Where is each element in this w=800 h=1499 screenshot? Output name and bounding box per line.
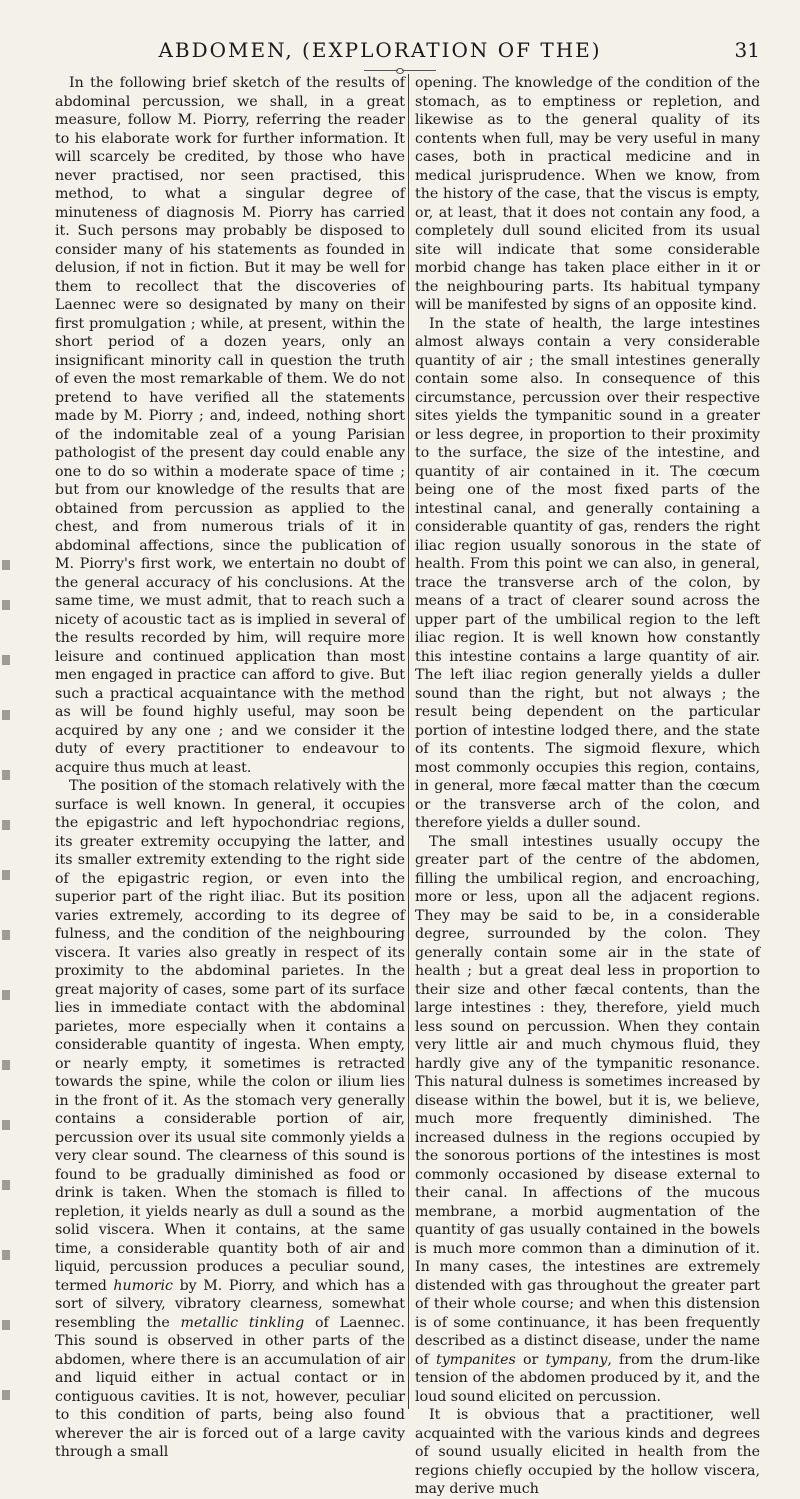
page-number: 31 [734, 38, 760, 62]
paragraph: opening. The knowledge of the condition of the stomach, as to emptiness or repletion, and likewise as to the general quality of its contents when full, may be very useful in many cases, both in practical medicine and in medical jurisprudence. When we know, from the history of the case, that the viscus is empty, or, at least, that it does not contain any food, a completely dull sound elicited from its usual site will indicate that some considerable morbid change has taken place either in it or the neighbouring parts. Its habitual tympany will be manifested by signs of an opposite kind. [415, 75, 760, 313]
paragraph: In the state of health, the large intestines almost always contain a very considerable quantity of air ; the small intestines generally contain some also. In consequence of this circumstance, percussion over their respective sites yields the tympanitic sound in a greater or less degree, in proportion to their proximity to the surface, the size of the intestine, and quantity of air contained in it. The cœcum being one of the most fixed parts of the intestinal canal, and generally containing a considerable quantity of gas, renders the right iliac region usually sonorous in the state of health. From this point we can also, in general, trace the transverse arch of the colon, by means of a tract of clearer sound across the upper part of the umbilical region to the left iliac region. It is well known how constantly this intestine contains a large quantity of air. The left iliac region generally yields a duller sound than the right, but not always ; the result being dependent on the particular portion of intestine lodged there, and the state of its contents. The sigmoid flexure, which most commonly occupies this region, contains, in general, more fæcal matter than the cœcum or the transverse arch of the colon, and therefore yields a duller sound. [415, 315, 760, 831]
paragraph: In the following brief sketch of the results of abdominal percussion, we shall, in a great measure, follow M. Piorry, referring the reader to his elaborate work for further information. It will scarcely be credited, by those who have never practised, nor seen practised, this method, to what a singular degree of minuteness of diagnosis M. Piorry has carried it. Such persons may probably be disposed to consider many of his statements as founded in delusion, if not in fiction. But it may be well for them to recollect that the discoveries of Laennec were so designated by many on their first promulgation ; while, at present, within the short period of a dozen years, only an insignificant minority call in question the truth of even the most remarkable of them. We do not pretend to have verified all the statements made by M. Piorry ; and, indeed, nothing short of the indomitable zeal of a young Parisian pathologist of the present day could enable any one to do so within a moderate space of time ; but from our knowledge of the results that are obtained from percussion as applied to the chest, and from numerous trials of it in abdominal affections, since the publication of M. Piorry's first work, we entertain no doubt of the general accuracy of his conclusions. At the same time, we must admit, that to reach such a nicety of acoustic tact as is implied in several of the results recorded by him, will require more leisure and continued application than most men engaged in practice can afford to give. But such a practical acquaintance with the method as will be found highly useful, may soon be acquired by any one ; and we consider it the duty of every practitioner to endeavour to acquire thus much at least. [55, 75, 405, 776]
running-title: ABDOMEN, (EXPLORATION OF THE) [158, 38, 602, 62]
right-column [415, 74, 760, 1499]
term-humoric: humoric [113, 1277, 173, 1294]
page-header [40, 38, 760, 66]
paragraph: The small intestines usually occupy the greater part of the centre of the abdomen, filling the umbilical region, and encroaching, more or less, upon all the adjacent regions. They may be said to be, in a considerable degree, surrounded by the colon. They generally contain some air in the state of health ; but a great deal less in proportion to their size and other fæcal contents, than the large intestines : they, therefore, yield much less sound on percussion. When they contain very little air and much chymous fluid, they hardly give any of the tympanitic resonance. This natural dulness is sometimes increased by disease within the bowel, but it is, we believe, much more frequently diminished. The increased dulness in the regions occupied by the sonorous portions of the intestines is most commonly occasioned by disease external to their canal. In affections of the mucous membrane, a morbid augmentation of the quantity of gas usually contained in the bowels is much more common than a diminution of it. In many cases, the intestines are extremely distended with gas throughout the greater part of their whole course; and when this distension is of some continuance, it has been frequently described as a distinct disease, under the name of tympanites or tympany, from the drum-like tension of the abdomen produced by it, and the loud sound elicited on percussion. [415, 833, 761, 1405]
paragraph: It is obvious that a practitioner, well acquainted with the various kinds and degrees of sound usually elicited in health from the regions chiefly occupied by the hollow viscera, may derive much [415, 1407, 760, 1497]
term-tympanites: tympanites [436, 1351, 516, 1368]
term-metallic-tinkling: metallic tinkling [180, 1314, 305, 1331]
paragraph: The position of the stomach relatively with the surface is well known. In general, it occupies the epigastric and left hypochondriac regions, its greater extremity occupying the latter, and its smaller extremity extending to the right side of the epigastric region, or even into the superior part of the right iliac. But its position varies extremely, according to its degree of fulness, and the condition of the neighbouring viscera. It varies also greatly in respect of its proximity to the abdominal parietes. In the great majority of cases, some part of its surface lies in immediate contact with the abdominal parietes, more especially when it contains a considerable quantity of ingesta. When empty, or nearly empty, it sometimes is retracted towards the spine, while the colon or ilium lies in the front of it. As the stomach very generally contains a considerable portion of air, percussion over its usual site commonly yields a very clear sound. The clearness of this sound is found to be gradually diminished as food or drink is taken. When the stomach is filled to repletion, it yields nearly as dull a sound as the solid viscera. When it contains, at the same time, a considerable quantity both of air and liquid, percussion produces a peculiar sound, termed humoric by M. Piorry, and which has a sort of silvery, vibratory clearness, somewhat resembling the metallic tinkling of Laennec. This sound is observed in other parts of the abdomen, where there is an accumulation of air and liquid either in actual contact or in contiguous cavities. It is not, however, peculiar to this condition of parts, being also found wherever the air is forced out of a large cavity through a small [55, 778, 406, 1460]
term-tympany: tympany [545, 1351, 608, 1368]
left-column [55, 74, 405, 1462]
column-divider [408, 74, 409, 1409]
binding-marks [0, 560, 14, 1420]
